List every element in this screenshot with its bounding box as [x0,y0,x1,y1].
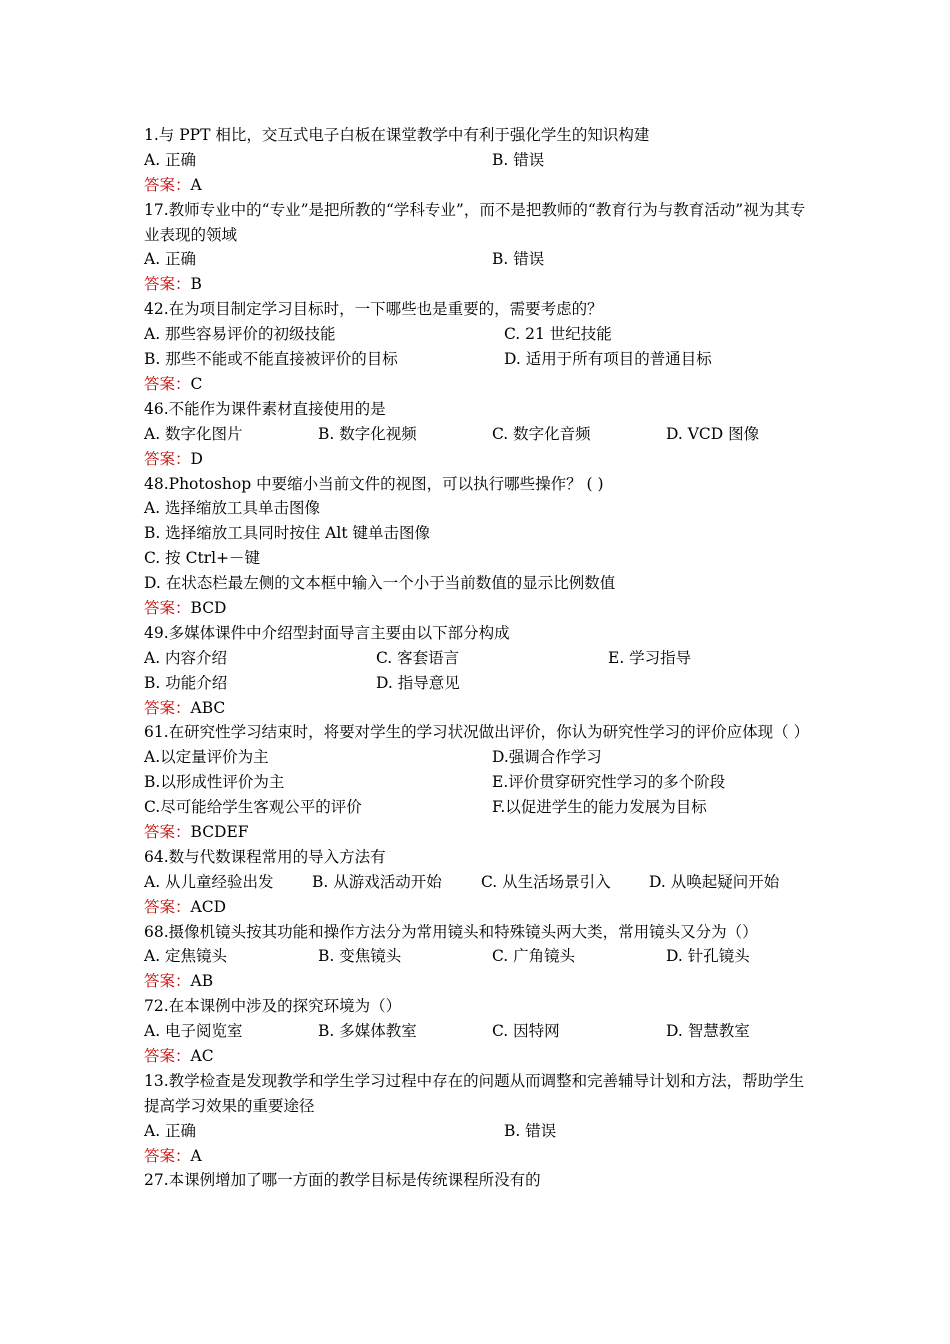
option: A. 那些容易评价的初级技能 [144,325,336,344]
option: A.以定量评价为主 [144,748,269,767]
question-stem: 13.教学检查是发现教学和学生学习过程中存在的问题从而调整和完善辅导计划和方法，帮助学生提高学习效果的重要途径 [144,1071,805,1115]
option-row [144,795,814,820]
option: D. 适用于所有项目的普通目标 [504,350,712,369]
question-stem: 68.摄像机镜头按其功能和操作方法分为常用镜头和特殊镜头两大类，常用镜头又分为（） [144,922,758,941]
option: D. 针孔镜头 [666,947,750,966]
question-stem: 49.多媒体课件中介绍型封面导言主要由以下部分构成 [144,623,510,642]
question-stem: 27.本课例增加了哪一方面的教学目标是传统课程所没有的 [144,1171,541,1190]
option: B. 变焦镜头 [318,947,402,966]
answer-label: 答案： [144,1146,191,1165]
option: C. 数字化音频 [492,424,591,443]
question-stem: 64.数与代数课程常用的导入方法有 [144,847,386,866]
option: B.以形成性评价为主 [144,773,285,792]
answer-value: ABC [190,698,226,717]
option-row [144,770,814,795]
answer-label: 答案： [144,1047,191,1065]
question-stem: 61.在研究性学习结束时，将要对学生的学习状况做出评价，你认为研究性学习的评价应体现（ ） [144,723,810,742]
answer-label: 答案： [144,175,191,194]
answer-label: 答案： [144,698,191,717]
option: E. 学习指导 [608,648,692,667]
option: C.尽可能给学生客观公平的评价 [144,798,362,817]
option: B. 数字化视频 [318,424,417,443]
answer-value: D [190,449,203,468]
option-row [144,422,814,447]
answer-line [144,820,814,845]
answer-value: BCDEF [190,822,249,841]
question-stem: 42.在为项目制定学习目标时，一下哪些也是重要的，需要考虑的？ [144,300,603,319]
option-row [144,870,814,895]
option: C. 21 世纪技能 [504,325,612,344]
option: B. 错误 [492,250,545,269]
answer-label: 答案： [144,374,191,393]
option: F.以促进学生的能力发展为目标 [492,798,707,817]
question-stem: 46.不能作为课件素材直接使用的是 [144,399,386,418]
answer-label: 答案： [144,598,191,617]
option-row [144,1119,814,1144]
option-row [144,1019,814,1044]
answer-label: 答案： [144,449,191,468]
option: D. 从唤起疑问开始 [649,872,780,891]
option: A. 数字化图片 [144,424,243,443]
answer-value: ACD [190,897,226,916]
option-row [144,745,814,770]
answer-value: A [190,1146,202,1165]
question-stem: 17.教师专业中的“专业”是把所教的“学科专业”，而不是把教师的“教育行为与教育活动”视为其专业表现的领域 [144,200,806,244]
option: A. 内容介绍 [144,648,228,667]
option: C. 从生活场景引入 [481,872,611,891]
option: B. 那些不能或不能直接被评价的目标 [144,350,398,369]
option-row [144,646,814,671]
answer-line [144,596,814,621]
option: B. 功能介绍 [144,673,228,692]
option: B. 错误 [504,1121,557,1140]
answer-value: B [190,275,202,294]
option-row [144,148,814,173]
option: E.评价贯穿研究性学习的多个阶段 [492,773,726,792]
option: C. 按 Ctrl+－键 [144,549,261,568]
option-row [144,347,814,372]
option-row [144,247,814,272]
answer-line [144,895,814,920]
option: C. 因特网 [492,1022,560,1041]
option: D. 在状态栏最左侧的文本框中输入一个小于当前数值的显示比例数值 [144,574,616,593]
answer-label: 答案： [144,897,191,916]
option: A. 定焦镜头 [144,947,228,966]
answer-line [144,1144,814,1169]
answer-line [144,1044,814,1069]
document-body [144,123,814,1193]
option: A. 正确 [144,1121,197,1140]
option: C. 客套语言 [376,648,460,667]
question-stem: 1.与 PPT 相比，交互式电子白板在课堂教学中有利于强化学生的知识构建 [144,126,650,144]
option: B. 选择缩放工具同时按住 Alt 键单击图像 [144,524,430,543]
option-row [144,671,814,696]
question-stem: 72.在本课例中涉及的探究环境为（） [144,997,402,1016]
answer-line [144,696,814,721]
answer-value: A [190,175,202,194]
option: D. 指导意见 [376,673,460,692]
answer-value: AB [190,972,214,991]
option: A. 正确 [144,250,197,269]
option: A. 从儿童经验出发 [144,872,274,891]
option: A. 电子阅览室 [144,1022,243,1041]
option: B. 错误 [492,150,545,169]
answer-line [144,272,814,297]
option-row [144,944,814,969]
answer-line [144,372,814,397]
answer-label: 答案： [144,972,191,991]
question-stem: 48.Photoshop 中要缩小当前文件的视图，可以执行哪些操作？ ( ) [144,474,604,493]
answer-value: C [190,374,203,393]
answer-label: 答案： [144,275,191,294]
answer-line [144,969,814,994]
answer-value: BCD [190,598,227,617]
answer-value: AC [190,1047,214,1065]
option: A. 选择缩放工具单击图像 [144,499,321,518]
option: B. 从游戏活动开始 [312,872,442,891]
option: B. 多媒体教室 [318,1022,417,1041]
option: D.强调合作学习 [492,748,602,767]
answer-label: 答案： [144,822,191,841]
answer-line [144,173,814,198]
option: A. 正确 [144,150,197,169]
option: C. 广角镜头 [492,947,576,966]
option: D. 智慧教室 [666,1022,750,1041]
option: D. VCD 图像 [666,424,760,443]
answer-line [144,447,814,472]
option-row [144,322,814,347]
